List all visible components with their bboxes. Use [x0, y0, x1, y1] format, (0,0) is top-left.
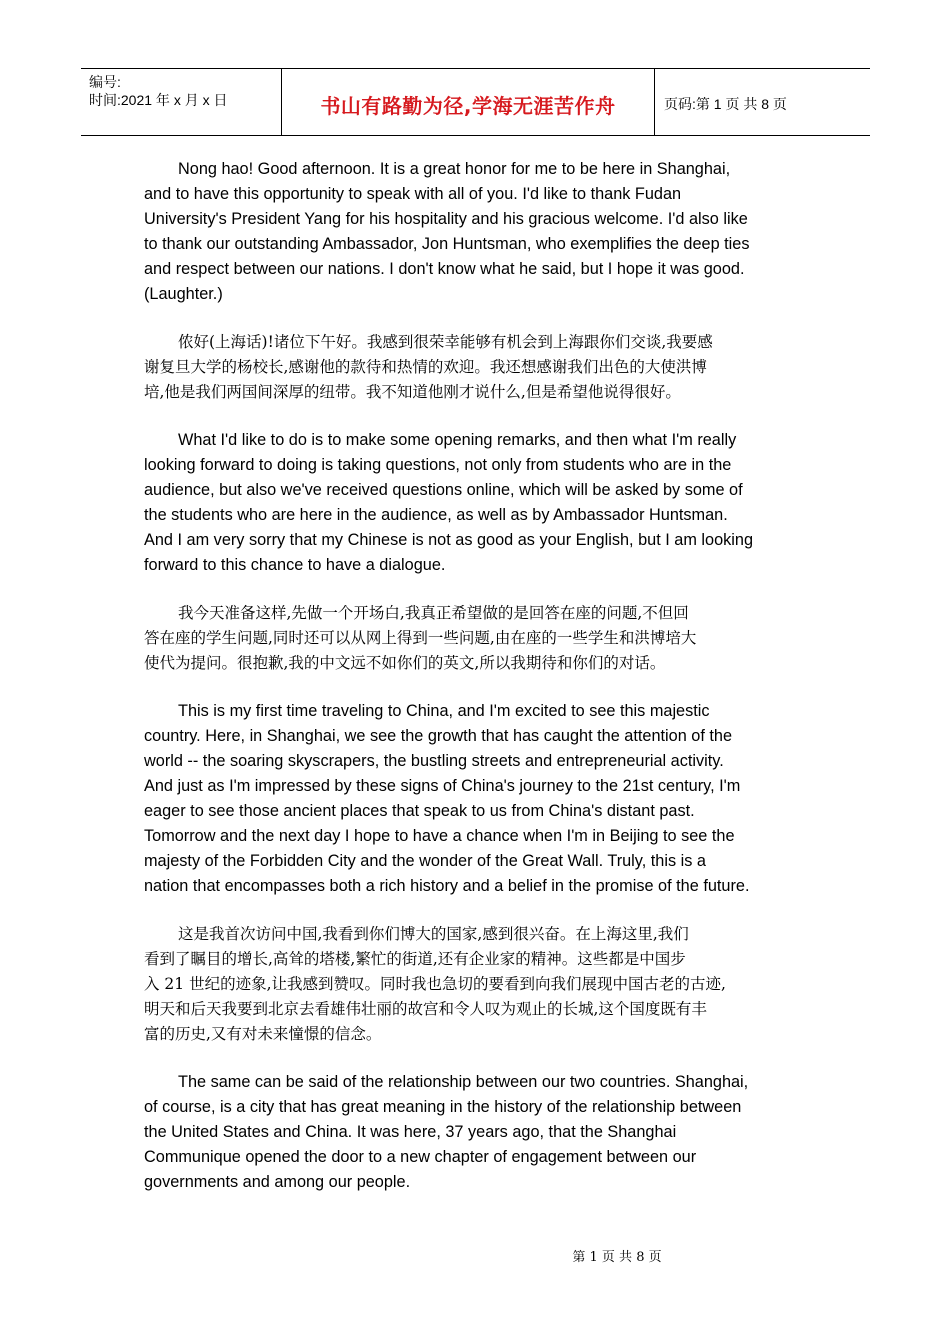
paragraph-en-2: What I'd like to do is to make some opening remarks, and then what I'm really looking forward to doing is taking questions, not only from students who are in the audience, but also we've received questions online, which will be asked by some of the students who are here in the audience, as well as by Ambassador Huntsman. And I am very sorry that my Chinese is not as good as your English, but I am looking forward to this chance to have a dialogue.: [144, 431, 754, 574]
paragraph-zh-1: 侬好(上海话)!诸位下午好。我感到很荣幸能够有机会到上海跟你们交谈,我要感 谢复旦大学的杨校长,感谢他的款待和热情的欢迎。我还想感谢我们出色的大使洪博 培,他是我们两国间深厚的纽带。我不知道他刚才说什么,但是希望他说得很好。: [144, 333, 713, 401]
document-time-label: 时间:2021 年 x 月 x 日: [89, 92, 228, 108]
paragraph-zh-2: 我今天准备这样,先做一个开场白,我真正希望做的是回答在座的问题,不但回 答在座的学生问题,同时还可以从网上得到一些问题,由在座的一些学生和洪博培大 使代为提问。很抱歉,我的中文远不如你们的英文,所以我期待和你们的对话。: [144, 604, 697, 672]
paragraph-en-1: Nong hao! Good afternoon. It is a great honor for me to be here in Shanghai, and to have this opportunity to speak with all of you. I'd like to thank Fudan University's President Yang for his hospitality and his gracious welcome. I'd also like to thank our outstanding Ambassador, Jon Huntsman, who exemplifies the deep ties and respect between our nations. I don't know what he said, but I hope it was good. (Laughter.): [144, 160, 750, 303]
paragraph-en-3: This is my first time traveling to China, and I'm excited to see this majestic country. Here, in Shanghai, we see the growth that has caught the attention of the world -- the soaring skyscrapers, the bustling streets and entrepreneurial activity. And just as I'm impressed by these signs of China's journey to the 21st century, I'm eager to see those ancient places that speak to us from China's distant past. Tomorrow and the next day I hope to have a chance when I'm in Beijing to see the majesty of the Forbidden City and the wonder of the Great Wall. Truly, this is a nation that encompasses both a rich history and a belief in the promise of the future.: [144, 702, 750, 895]
paragraph-zh-3: 这是我首次访问中国,我看到你们博大的国家,感到很兴奋。在上海这里,我们 看到了瞩目的增长,高耸的塔楼,繁忙的街道,还有企业家的精神。这些都是中国步 入 21 世纪的迹象,让我感到赞叹。同时我也急切的要看到向我们展现中国古老的古迹, 明天和后天我要到北京去看雄伟壮丽的故宫和令人叹为观止的长城,这个国度既有丰 富的历史,又有对未来憧憬的信念。: [144, 925, 726, 1043]
header-meta-cell: [81, 69, 282, 135]
paragraph-en-4: The same can be said of the relationship between our two countries. Shanghai, of course, is a city that has great meaning in the history of the relationship between the United States and China. It was here, 37 years ago, that the Shanghai Communique opened the door to a new chapter of engagement between our governments and among our people.: [144, 1073, 749, 1191]
document-header: [81, 68, 870, 136]
document-body: [144, 157, 809, 1218]
page-footer: 第 1 页 共 8 页: [572, 1250, 662, 1265]
header-motto: 书山有路勤为径,学海无涯苦作舟: [282, 69, 655, 135]
header-page-info: 页码:第 1 页 共 8 页: [664, 96, 787, 112]
document-number-label: 编号:: [89, 74, 121, 90]
